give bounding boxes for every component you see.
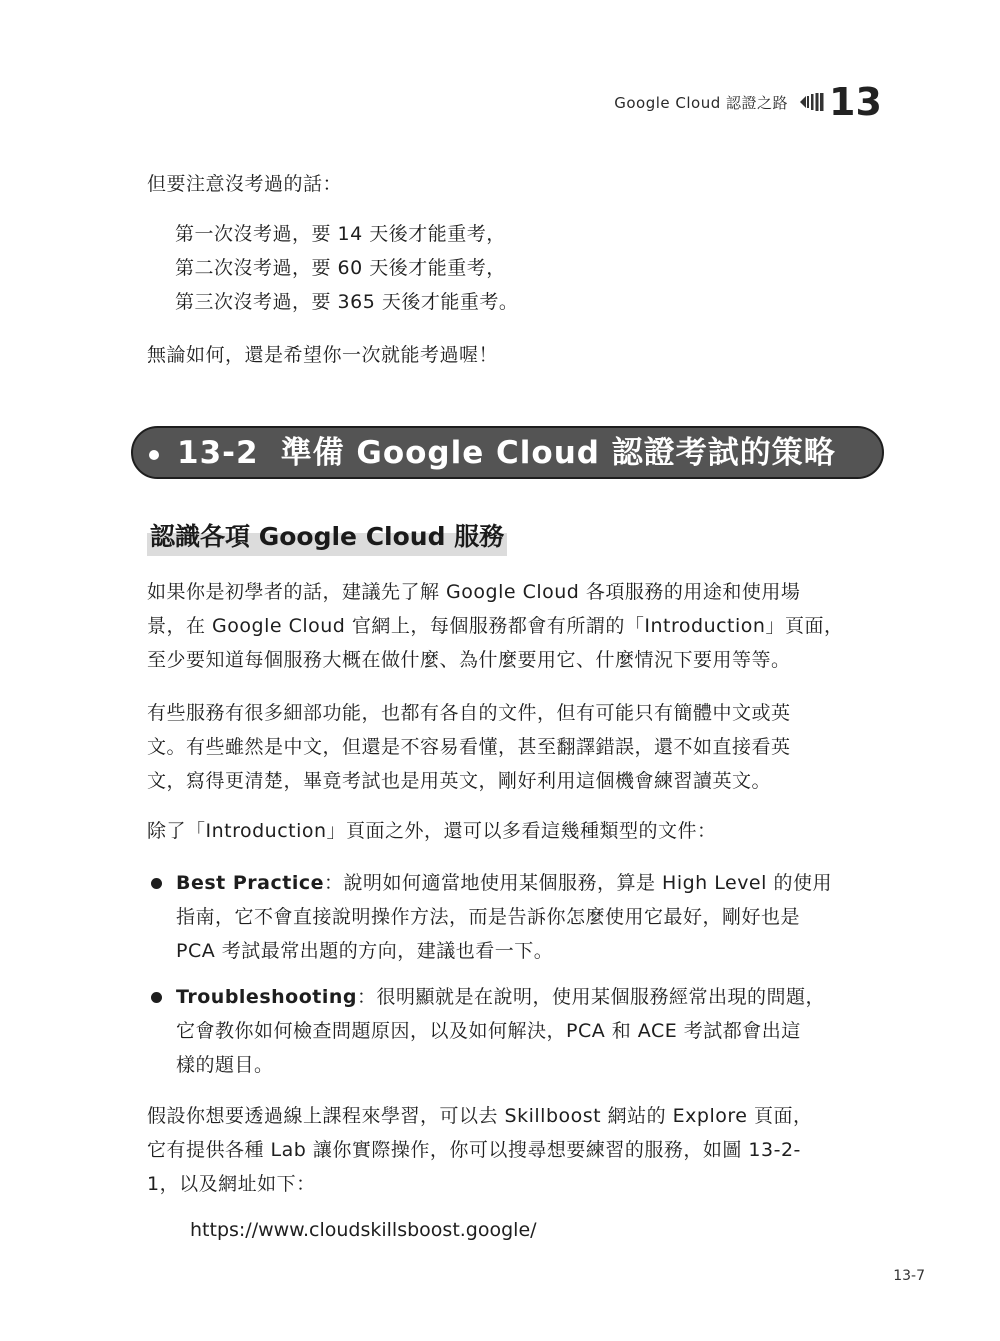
- bullet-1-line-1: [176, 866, 832, 900]
- bullet-2-line-3: 樣的題目。: [176, 1054, 274, 1076]
- section-number: 13-2: [177, 435, 259, 471]
- bullet-1-line-3: PCA 考試最常出題的方向，建議也看一下。: [176, 940, 554, 962]
- running-header-title: Google Cloud 認證之路: [614, 94, 788, 112]
- bullet-1-text: ：說明如何適當地使用某個服務，算是 High Level 的使用: [324, 872, 832, 894]
- page-number: 13-7: [893, 1268, 925, 1284]
- closing-line-1: 假設你想要透過線上課程來學習，可以去 Skillboost 網站的 Explore 頁面，: [147, 1105, 813, 1127]
- section-bullet-icon: [149, 450, 159, 460]
- bullet-2-line-1: [176, 980, 825, 1014]
- bullet-2-term: Troubleshooting: [176, 986, 357, 1008]
- bullet-1-line-2: 指南，它不會直接說明操作方法，而是告訴你怎麼使用它最好，剛好也是: [176, 906, 801, 928]
- chapter-number: 13: [829, 80, 882, 124]
- bullet-icon: [151, 878, 162, 889]
- section-heading: [149, 432, 836, 474]
- paragraph-2-line-1: 有些服務有很多細部功能，也都有各自的文件，但有可能只有簡體中文或英: [147, 702, 791, 724]
- retake-line-3: 第三次沒考過，要 365 天後才能重考。: [175, 291, 519, 313]
- intro-closing: 無論如何，還是希望你一次就能考過喔！: [147, 344, 499, 366]
- bullet-1-term: Best Practice: [176, 872, 324, 894]
- retake-line-1: 第一次沒考過，要 14 天後才能重考，: [175, 223, 506, 245]
- subsection-heading: 認識各項 Google Cloud 服務: [147, 518, 507, 556]
- bullet-icon: [151, 992, 162, 1003]
- paragraph-1-line-1: 如果你是初學者的話，建議先了解 Google Cloud 各項服務的用途和使用場: [147, 581, 801, 603]
- chapter-arrows-icon: [800, 93, 824, 115]
- section-title: 準備 Google Cloud 認證考試的策略: [280, 435, 836, 471]
- section-heading-bar: [131, 426, 884, 479]
- skillboost-url: https://www.cloudskillsboost.google/: [190, 1219, 537, 1241]
- bullet-2-line-2: 它會教你如何檢查問題原因，以及如何解決，PCA 和 ACE 考試都會出這: [176, 1020, 801, 1042]
- paragraph-1-line-3: 至少要知道每個服務大概在做什麼、為什麼要用它、什麼情況下要用等等。: [147, 649, 791, 671]
- retake-line-2: 第二次沒考過，要 60 天後才能重考，: [175, 257, 506, 279]
- bullet-2-text: ：很明顯就是在說明，使用某個服務經常出現的問題，: [357, 986, 826, 1008]
- intro-line: 但要注意沒考過的話：: [147, 173, 343, 195]
- paragraph-1-line-2: 景，在 Google Cloud 官網上，每個服務都會有所謂的「Introduction」頁面，: [147, 615, 844, 637]
- paragraph-2-line-2: 文。有些雖然是中文，但還是不容易看懂，甚至翻譯錯誤，還不如直接看英: [147, 736, 791, 758]
- closing-line-2: 它有提供各種 Lab 讓你實際操作，你可以搜尋想要練習的服務，如圖 13-2-: [147, 1139, 801, 1161]
- paragraph-3: 除了「Introduction」頁面之外，還可以多看這幾種類型的文件：: [147, 820, 717, 842]
- closing-line-3: 1，以及網址如下：: [147, 1173, 316, 1195]
- paragraph-2-line-3: 文，寫得更清楚，畢竟考試也是用英文，剛好利用這個機會練習讀英文。: [147, 770, 772, 792]
